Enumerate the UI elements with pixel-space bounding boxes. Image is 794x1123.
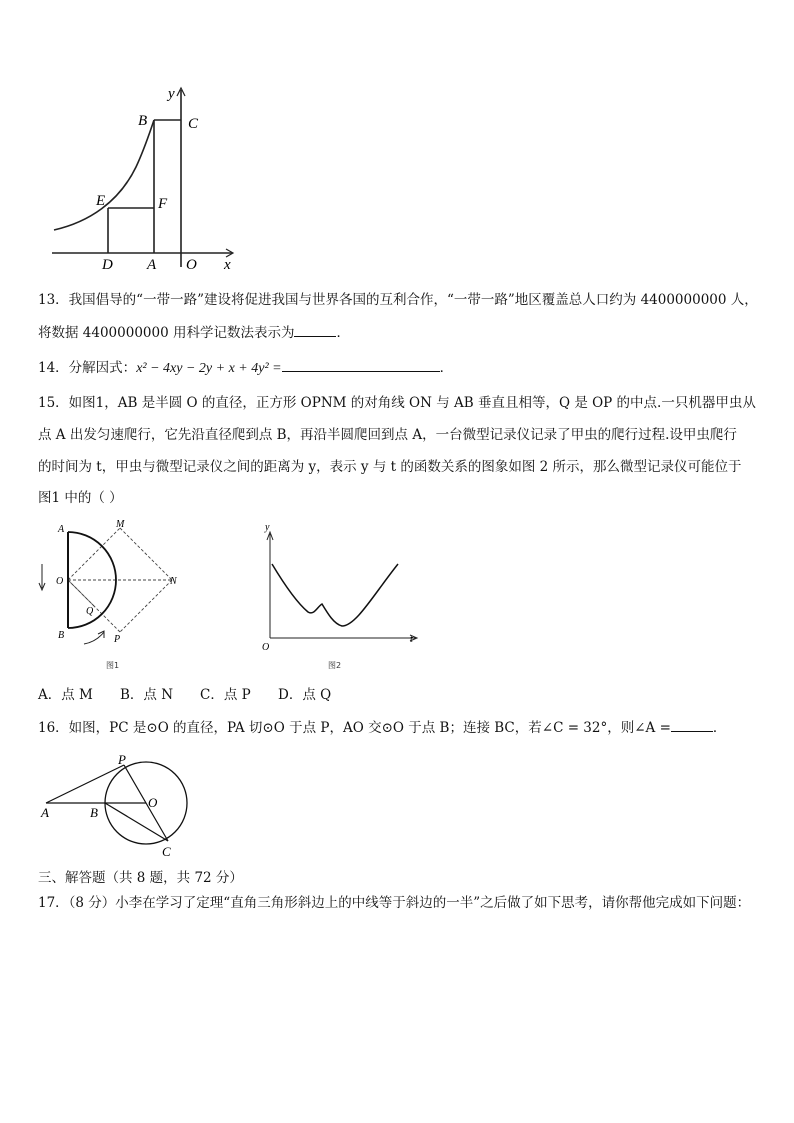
q16-label-A: A — [41, 805, 49, 820]
q16-text: 16．如图，PC 是⊙O 的直径，PA 切⊙O 于点 P，AO 交⊙O 于点 B；连接 BC，若∠C = 32°，则∠A = — [38, 720, 671, 736]
fig1-label-A: A — [58, 524, 65, 535]
fig2-label-y: y — [265, 522, 270, 533]
fig1-label-N: N — [170, 576, 177, 587]
q13-end: ． — [336, 325, 350, 341]
q16-end: ． — [712, 720, 727, 736]
q15-option-d[interactable]: D．点 Q — [278, 687, 332, 703]
q15-figure-1 — [34, 518, 184, 673]
q16-label-B: B — [90, 805, 98, 820]
fig2-curve — [272, 564, 398, 626]
fig1-caption: 图1 — [106, 661, 120, 670]
q16-line — [38, 717, 726, 738]
fig1-label-B: B — [58, 630, 65, 641]
q15-option-a[interactable]: A．点 M — [38, 687, 93, 703]
fig2-label-t: t — [410, 634, 413, 645]
tangent-PA — [46, 765, 124, 803]
q15-line2: 点 A 出发匀速爬行，它先沿直径爬到点 B，再沿半圆爬回到点 A，一台微型记录仪记录了甲虫的爬行过程.设甲虫爬行 — [38, 427, 737, 443]
label-B: B — [138, 113, 148, 129]
q13-line2 — [38, 322, 350, 343]
q14-answer-blank[interactable] — [282, 357, 440, 372]
q13-line1: 13．我国倡导的“一带一路”建设将促进我国与世界各国的互利合作，“一带一路”地区覆盖总人口约为 4400000000 人， — [38, 292, 758, 308]
q12-figure — [44, 82, 244, 272]
q13-line2-text: 将数据 4400000000 用科学记数法表示为 — [38, 325, 295, 341]
curve — [54, 120, 154, 230]
label-D: D — [102, 257, 113, 272]
q15-line3: 的时间为 t，甲虫与微型记录仪之间的距离为 y，表示 y 与 t 的函数关系的图象如图 2 所示，那么微型记录仪可能位于 — [38, 459, 742, 475]
fig2-label-O: O — [262, 642, 270, 653]
label-x: x — [224, 257, 231, 272]
q13-answer-blank[interactable] — [294, 322, 336, 337]
label-A: A — [147, 257, 157, 272]
label-y: y — [168, 86, 175, 102]
q14-expression: x² − 4xy − 2y + x + 4y² = — [136, 361, 282, 376]
fig1-label-Q: Q — [86, 606, 94, 617]
q15-line1: 15．如图1，AB 是半圆 O 的直径，正方形 OPNM 的对角线 ON 与 AB 垂直且相等，Q 是 OP 的中点.一只机器甲虫从 — [38, 395, 756, 411]
q15-figure-2 — [256, 518, 426, 673]
label-F: F — [158, 196, 168, 212]
fig1-label-M: M — [116, 519, 125, 530]
label-O: O — [186, 257, 197, 272]
label-C: C — [188, 116, 199, 132]
q16-label-P: P — [118, 752, 126, 767]
q14-prefix: 14．分解因式： — [38, 360, 137, 376]
q15-option-b[interactable]: B．点 N — [120, 687, 174, 703]
section3-title: 三、解答题（共 8 题，共 72 分） — [38, 870, 243, 886]
q14-line — [38, 357, 453, 379]
chord-BC — [105, 803, 168, 841]
q17-line: 17．（8 分）小李在学习了定理“直角三角形斜边上的中线等于斜边的一半”之后做了如下思考，请你帮他完成如下问题： — [38, 895, 751, 911]
q15-option-c[interactable]: C．点 P — [200, 687, 251, 703]
fig2-caption: 图2 — [328, 661, 342, 670]
fig1-label-P: P — [114, 634, 121, 645]
q15-options — [38, 685, 331, 705]
q14-end: ． — [439, 360, 454, 376]
q16-figure — [36, 752, 196, 862]
label-E: E — [96, 193, 106, 209]
fig1-label-O: O — [56, 576, 64, 587]
q16-label-O: O — [148, 795, 158, 810]
q16-label-C: C — [162, 844, 171, 859]
q15-line4: 图1 中的（ ） — [38, 490, 123, 506]
q16-answer-blank[interactable] — [671, 717, 713, 732]
